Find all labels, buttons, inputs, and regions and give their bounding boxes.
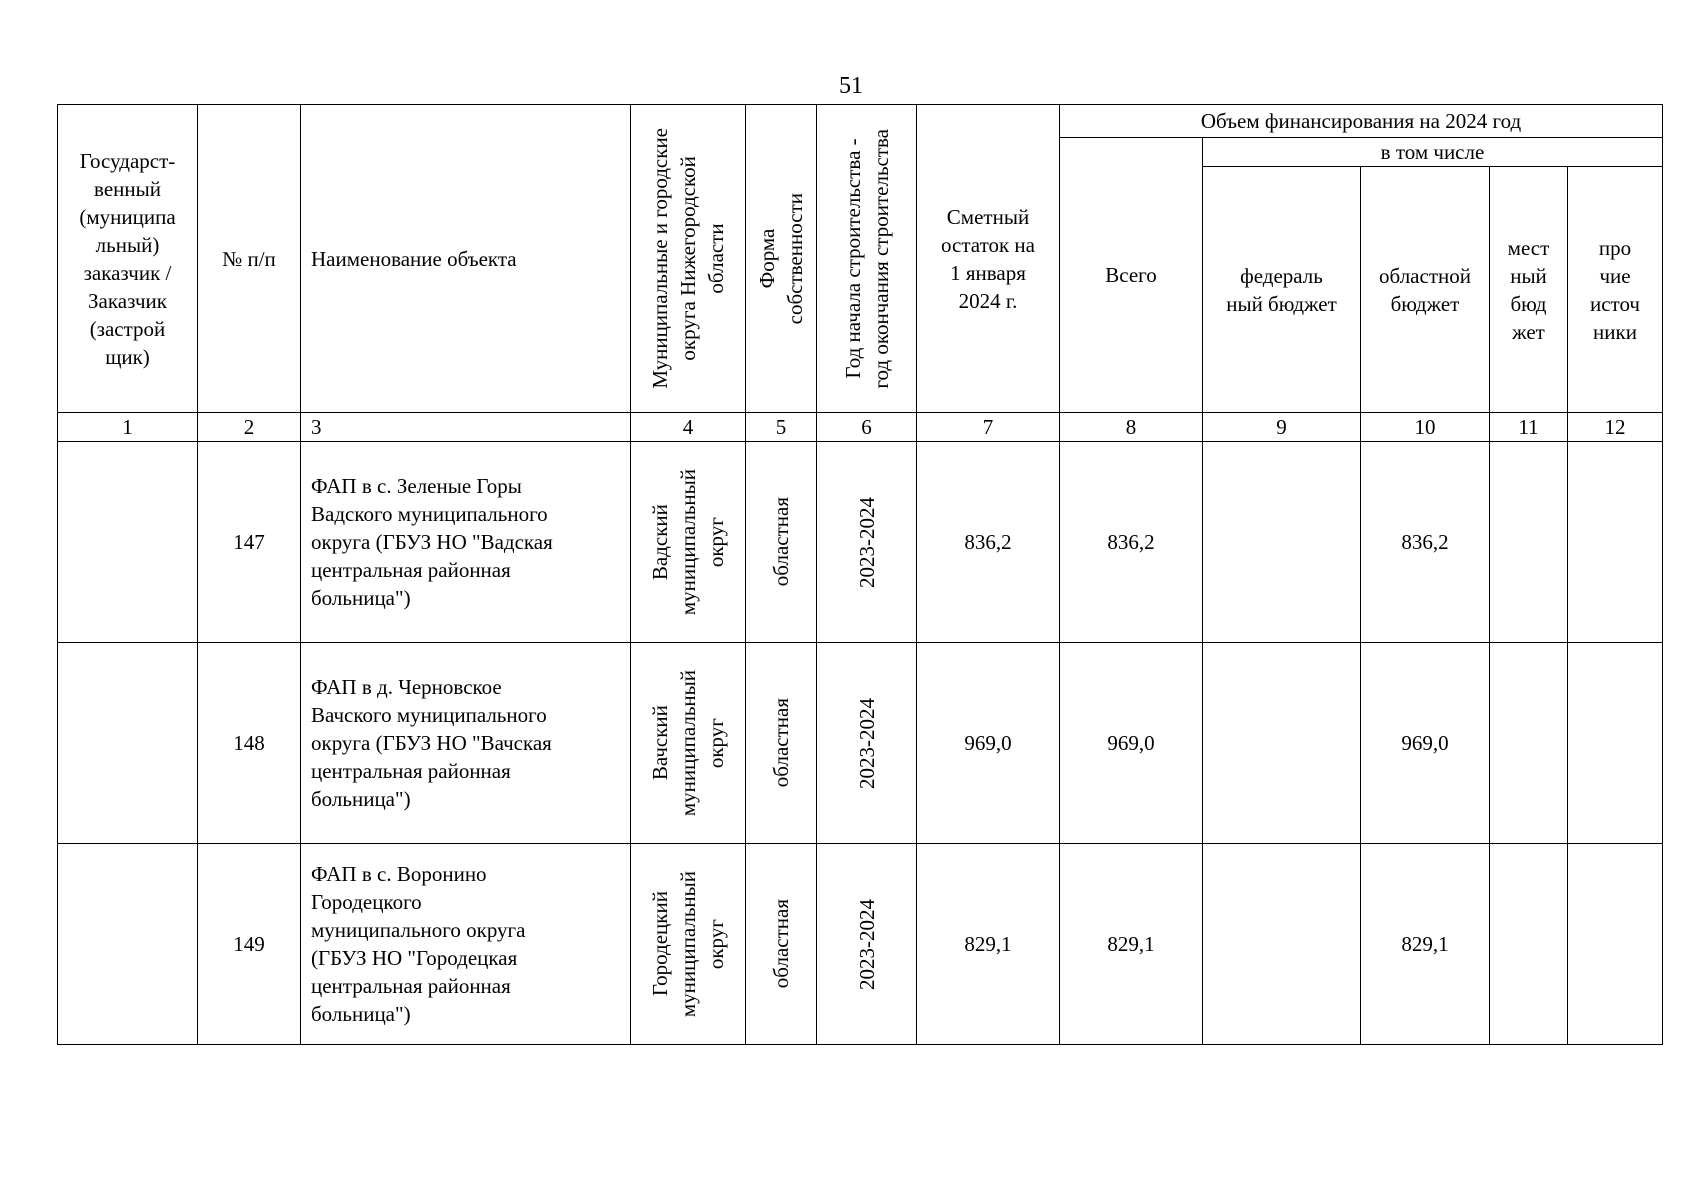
cell-total: 829,1 xyxy=(1060,844,1203,1045)
cell-balance: 969,0 xyxy=(917,643,1060,844)
column-number: 9 xyxy=(1203,413,1361,442)
cell-local xyxy=(1490,442,1568,643)
cell-customer xyxy=(58,643,198,844)
cell-ownership-text: областная xyxy=(769,497,793,587)
cell-ownership xyxy=(746,643,817,844)
header-total: Всего xyxy=(1060,138,1203,413)
column-number: 6 xyxy=(817,413,917,442)
column-number: 7 xyxy=(917,413,1060,442)
cell-federal xyxy=(1203,643,1361,844)
header-municipality xyxy=(631,105,746,413)
column-number-row xyxy=(58,413,1663,442)
cell-federal xyxy=(1203,442,1361,643)
header-balance: Сметный остаток на 1 января 2024 г. xyxy=(917,105,1060,413)
cell-local xyxy=(1490,643,1568,844)
table-row xyxy=(58,844,1663,1045)
cell-years xyxy=(817,643,917,844)
cell-regional: 829,1 xyxy=(1361,844,1490,1045)
cell-ownership-text: областная xyxy=(769,899,793,989)
cell-object-name: ФАП в д. Черновское Вачского муниципального округа (ГБУЗ НО "Вачская центральная районная больница") xyxy=(301,643,631,844)
cell-number: 147 xyxy=(198,442,301,643)
cell-municipality xyxy=(631,844,746,1045)
header-customer: Государст- венный (муниципа льный) заказчик / Заказчик (застрой щик) xyxy=(58,105,198,413)
table-row xyxy=(58,643,1663,844)
cell-regional: 836,2 xyxy=(1361,442,1490,643)
header-local: мест ный бюд жет xyxy=(1490,167,1568,413)
header-object-name: Наименование объекта xyxy=(301,105,631,413)
cell-total: 969,0 xyxy=(1060,643,1203,844)
table-row xyxy=(58,442,1663,643)
header-ownership-text: Форма собственности xyxy=(755,192,807,325)
cell-federal xyxy=(1203,844,1361,1045)
cell-ownership-text: областная xyxy=(769,698,793,788)
column-number: 12 xyxy=(1568,413,1663,442)
header-years xyxy=(817,105,917,413)
cell-other xyxy=(1568,844,1663,1045)
header-including: в том числе xyxy=(1203,138,1663,167)
header-federal: федераль ный бюджет xyxy=(1203,167,1361,413)
cell-years xyxy=(817,442,917,643)
header-regional: областной бюджет xyxy=(1361,167,1490,413)
cell-balance: 836,2 xyxy=(917,442,1060,643)
column-number: 1 xyxy=(58,413,198,442)
cell-municipality xyxy=(631,643,746,844)
column-number: 4 xyxy=(631,413,746,442)
cell-regional: 969,0 xyxy=(1361,643,1490,844)
column-number: 2 xyxy=(198,413,301,442)
cell-years-text: 2023-2024 xyxy=(854,496,879,588)
cell-total: 836,2 xyxy=(1060,442,1203,643)
funding-table xyxy=(57,104,1663,1045)
page-number: 51 xyxy=(839,73,863,99)
column-number: 10 xyxy=(1361,413,1490,442)
cell-municipality-text: Вачский муниципальный округ xyxy=(648,669,728,817)
cell-ownership xyxy=(746,844,817,1045)
cell-years-text: 2023-2024 xyxy=(854,697,879,789)
header-funding-group: Объем финансирования на 2024 год xyxy=(1060,105,1663,138)
cell-ownership xyxy=(746,442,817,643)
cell-balance: 829,1 xyxy=(917,844,1060,1045)
header-number: № п/п xyxy=(198,105,301,413)
cell-municipality-text: Вадский муниципальный округ xyxy=(648,468,728,616)
cell-number: 148 xyxy=(198,643,301,844)
cell-local xyxy=(1490,844,1568,1045)
cell-number: 149 xyxy=(198,844,301,1045)
header-ownership xyxy=(746,105,817,413)
column-number: 5 xyxy=(746,413,817,442)
cell-customer xyxy=(58,442,198,643)
cell-other xyxy=(1568,442,1663,643)
cell-years xyxy=(817,844,917,1045)
cell-municipality-text: Городецкий муниципальный округ xyxy=(648,870,728,1018)
cell-municipality xyxy=(631,442,746,643)
header-years-text: Год начала строительства - год окончания строительства xyxy=(840,128,893,389)
cell-object-name: ФАП в с. Воронино Городецкого муниципального округа (ГБУЗ НО "Городецкая центральная районная больница") xyxy=(301,844,631,1045)
column-number: 8 xyxy=(1060,413,1203,442)
header-other: про чие источ ники xyxy=(1568,167,1663,413)
column-number: 11 xyxy=(1490,413,1568,442)
column-number: 3 xyxy=(301,413,631,442)
cell-object-name: ФАП в с. Зеленые Горы Вадского муниципального округа (ГБУЗ НО "Вадская центральная районная больница") xyxy=(301,442,631,643)
header-municipality-text: Муниципальные и городские округа Нижегородской области xyxy=(648,128,728,389)
cell-customer xyxy=(58,844,198,1045)
cell-other xyxy=(1568,643,1663,844)
cell-years-text: 2023-2024 xyxy=(854,898,879,990)
